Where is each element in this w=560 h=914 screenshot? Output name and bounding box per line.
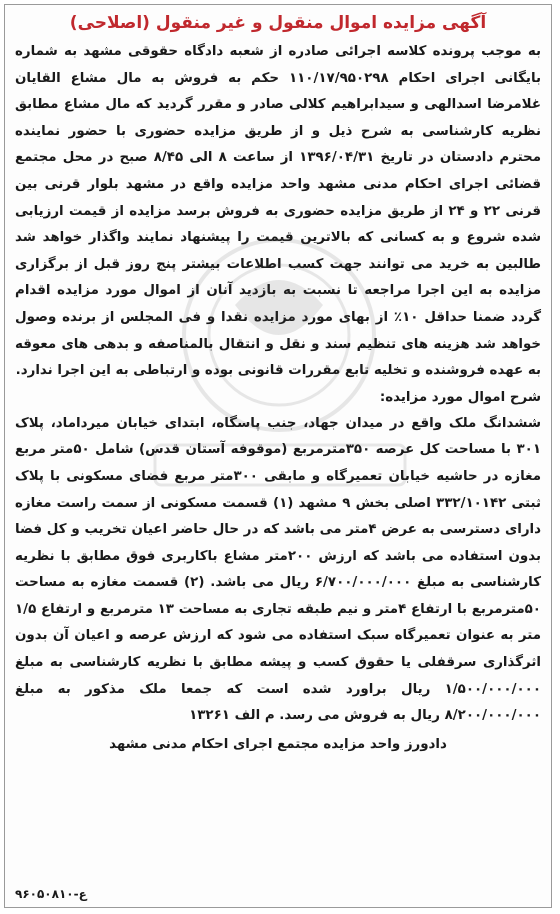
- property-description-paragraph: ششدانگ ملک واقع در میدان جهاد، جنب پاسگاه، ابتدای خیابان میرداماد، پلاک ۳۰۱ با مساحت کل عرصه ۳۵۰مترمربع (موقوفه آستان قدس) شامل ۵۰متر مربع مغازه در حاشیه خیابان تعمیرگاه و مابقی ۳۰۰متر مربع فضای مسکونی با پلاک ثبتی ۳۳۲/۱۰۱۴۲ اصلی بخش ۹ مشهد (۱) قسمت مسکونی از سمت راست مغازه دارای دسترسی به عرض ۴متر می باشد که در حال حاضر اعیان تخریب و کل فضا بدون استفاده می باشد که ارزش ۲۰۰متر مشاع باکاربری فوق مطابق با نظریه کارشناسی به مبلغ ۶/۷۰۰/۰۰۰/۰۰۰ ریال می باشد. (۲) قسمت مغازه به مساحت ۵۰مترمربع با ارتفاع ۴متر و نیم طبقه تجاری به مساحت ۱۳ مترمربع و ارتفاع ۱/۵ متر به عنوان تعمیرگاه سبک استفاده می شود که ارزش عرصه و اعیان آن بدون اثرگذاری سرقفلی یا حقوق کسب و پیشه مطابق با نظریه کارشناسی به مبلغ ۱/۵۰۰/۰۰۰/۰۰۰ ریال براورد شده است که جمعا ملک مذکور به مبلغ ۸/۲۰۰/۰۰۰/۰۰۰ ریال به فروش می رسد. م الف ۱۳۲۶۱: [15, 415, 541, 724]
- notice-signature: دادورز واحد مزایده مجتمع اجرای احکام مدنی مشهد: [109, 736, 447, 752]
- notice-code: ۹۶۰۵۰۸۱۰-ع: [15, 887, 87, 901]
- notice-body: [5, 39, 551, 730]
- notice-title: آگهی مزایده اموال منقول و غیر منقول (اصلاحی): [69, 13, 487, 33]
- property-description-heading: شرح اموال مورد مزایده:: [379, 389, 541, 405]
- auction-notice: [4, 4, 552, 908]
- main-paragraph: به موجب پرونده کلاسه اجرائی صادره از شعبه دادگاه حقوقی مشهد به شماره بایگانی اجرای احکام ۱۱۰/۱۷/۹۵۰۲۹۸ حکم به فروش به مال مشاع القایان غلامرضا اسدالهی و سیدابراهیم کلالی صادر و مقرر گردید که مال مشاع مطابق نظریه کارشناسی به شرح ذیل و از طریق مزایده حضوری با حضور نماینده محترم دادستان در تاریخ ۱۳۹۶/۰۴/۳۱ از ساعت ۸ الی ۸/۴۵ صبح در محل مجتمع قضائی اجرای احکام مدنی مشهد واحد مزایده واقع در مشهد بلوار قرنی بین قرنی ۲۲ و ۲۴ از طریق مزایده حضوری به فروش برسد مزایده از قیمت ارزیابی شده شروع و به کسانی که بالاترین قیمت را پیشنهاد نمایند واگذار خواهد شد طالبین به خرید می توانند جهت کسب اطلاعات بیشتر پنج روز قبل از برگزاری مزایده به این اجرا مراجعه تا نسبت به بازدید آنان از اموال مورد مزایده اقدام گردد ضمنا حداقل ۱۰٪ از بهای مورد مزایده نقدا و فی المجلس از برنده وصول خواهد شد هزینه های تنظیم سند و نقل و انتقال بالمناصفه و بدهی های معوقه به عهده فروشنده و تخلیه تابع مقررات قانونی بوده و ارتباطی به این اجرا ندارد.: [15, 44, 542, 379]
